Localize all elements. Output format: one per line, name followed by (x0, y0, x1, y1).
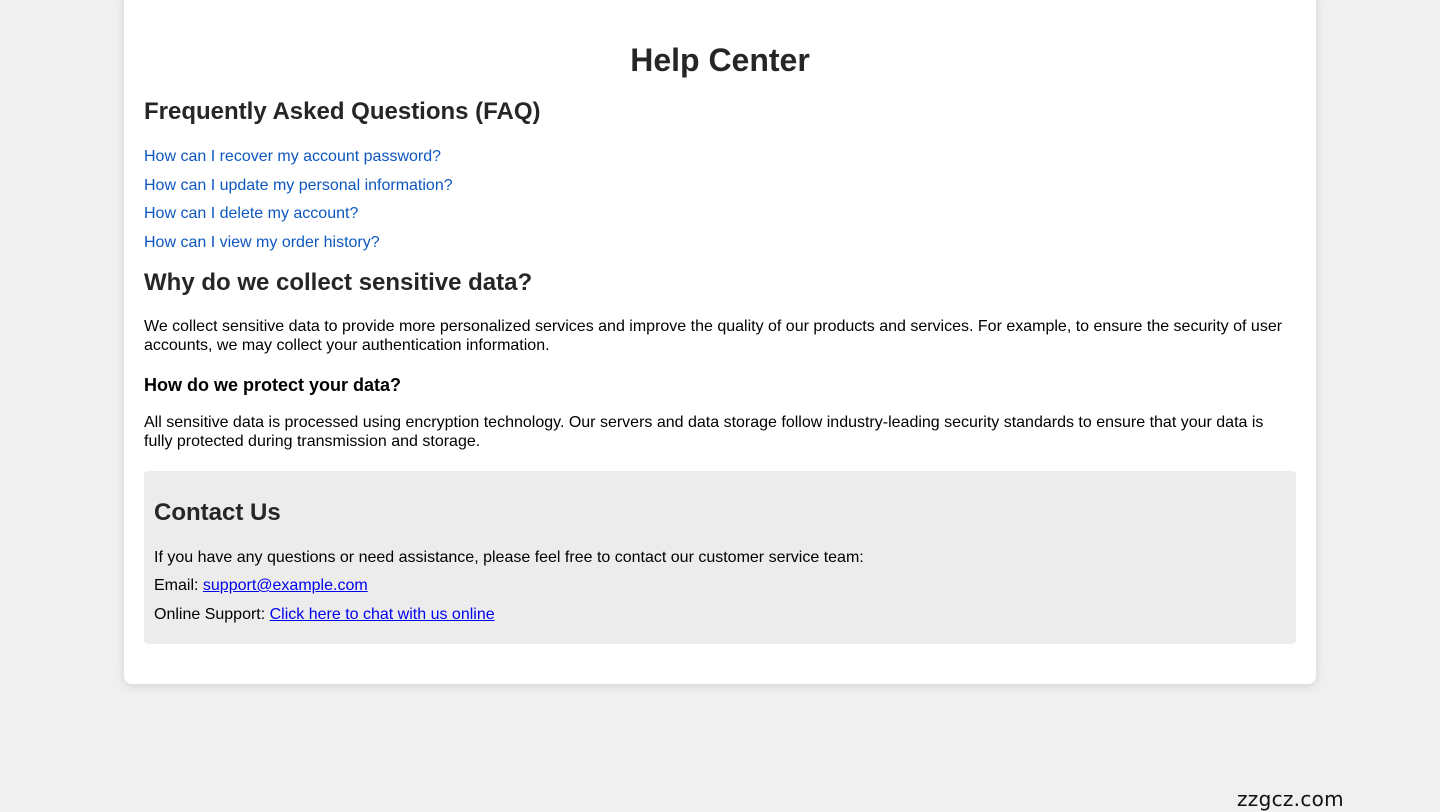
faq-link-update-info[interactable]: How can I update my personal information? (144, 176, 453, 194)
email-label: Email: (154, 577, 203, 594)
faq-item (144, 231, 453, 260)
footer-brand: zzgcz.com (1237, 787, 1344, 811)
faq-link-order-history[interactable]: How can I view my order history? (144, 233, 380, 251)
faq-link-delete-account[interactable]: How can I delete my account? (144, 205, 359, 223)
contact-section (144, 471, 1296, 644)
email-link[interactable]: support@example.com (202, 577, 368, 594)
contact-heading: Contact Us (154, 499, 281, 526)
faq-list (144, 145, 453, 259)
sensitive-data-paragraph: We collect sensitive data to provide more personalized services and improve the quality of our products and services. For example, to ensure the security of user accounts, we may collect your authentication information. (144, 318, 1283, 354)
page-title: Help Center (630, 42, 810, 78)
faq-link-recover-password[interactable]: How can I recover my account password? (144, 148, 442, 165)
faq-item (144, 202, 453, 231)
sensitive-data-heading: Why do we collect sensitive data? (144, 269, 533, 296)
contact-email-line (154, 575, 368, 597)
help-center-card (124, 0, 1316, 684)
contact-online-line (154, 604, 495, 626)
contact-intro: If you have any questions or need assistance, please feel free to contact our customer service team: (154, 549, 864, 566)
online-support-label: Online Support: (154, 606, 270, 623)
online-chat-link[interactable]: Click here to chat with us online (269, 606, 495, 623)
protect-data-paragraph: All sensitive data is processed using encryption technology. Our servers and data storage follow industry-leading security standards to ensure that your data is fully protected during transmission and storage. (144, 414, 1264, 450)
protect-data-heading: How do we protect your data? (144, 375, 402, 395)
faq-heading: Frequently Asked Questions (FAQ) (144, 98, 541, 125)
faq-item (144, 145, 453, 174)
faq-item (144, 174, 453, 203)
